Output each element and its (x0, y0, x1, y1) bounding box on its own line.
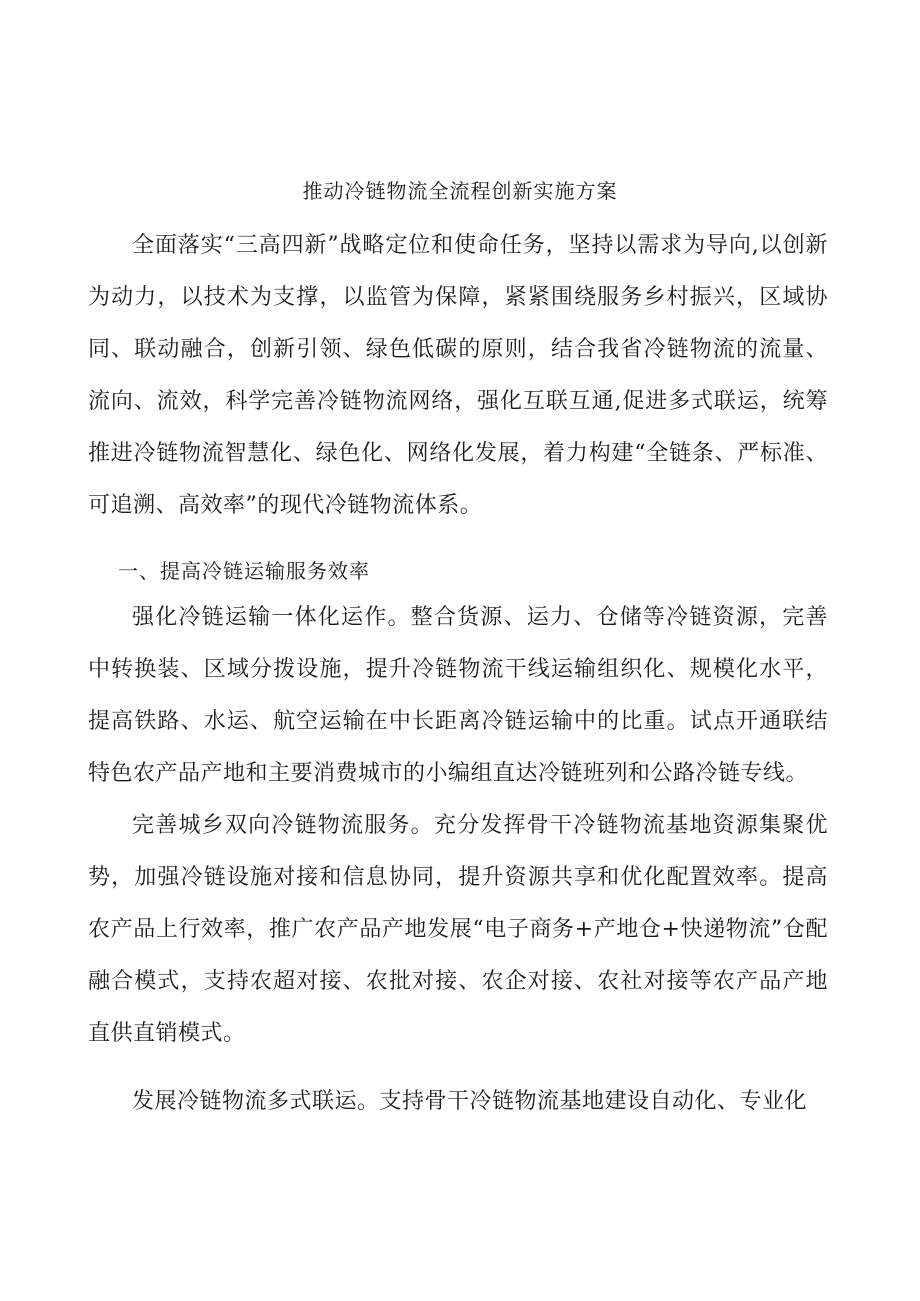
document-title: 推动冷链物流全流程创新实施方案 (302, 179, 618, 203)
body-paragraph: 强化冷链运输一体化运作。整合货源、运力、仓储等冷链资源，完善中转换装、区域分拨设施，提升冷链物流干线运输组织化、规模化水平，提高铁路、水运、航空运输在中长距离冷链运输中的比重。试点开通联结特色农产品产地和主要消费城市的小编组直达冷链班列和公路冷链专线。 (88, 605, 828, 786)
intro-paragraph: 全面落实“三高四新”战略定位和使命任务，坚持以需求为导向,以创新为动力，以技术为支撑，以监管为保障，紧紧围绕服务乡村振兴，区域协同、联动融合，创新引领、绿色低碳的原则，结合我省冷链物流的流量、流向、流效，科学完善冷链物流网络，强化互联互通,促进多式联运，统筹推进冷链物流智慧化、绿色化、网络化发展，着力构建“全链条、严标准、可追溯、高效率”的现代冷链物流体系。 (88, 233, 828, 518)
body-paragraph: 发展冷链物流多式联运。支持骨干冷链物流基地建设自动化、专业化 (132, 1089, 808, 1114)
section-heading: 一、提高冷链运输服务效率 (118, 559, 370, 583)
body-paragraph: 完善城乡双向冷链物流服务。充分发挥骨干冷链物流基地资源集聚优势，加强冷链设施对接和信息协同，提升资源共享和优化配置效率。提高农产品上行效率，推广农产品产地发展“电子商务+产地仓+快递物流”仓配融合模式，支持农超对接、农批对接、农企对接、农社对接等农产品产地直供直销模式。 (88, 813, 828, 1046)
